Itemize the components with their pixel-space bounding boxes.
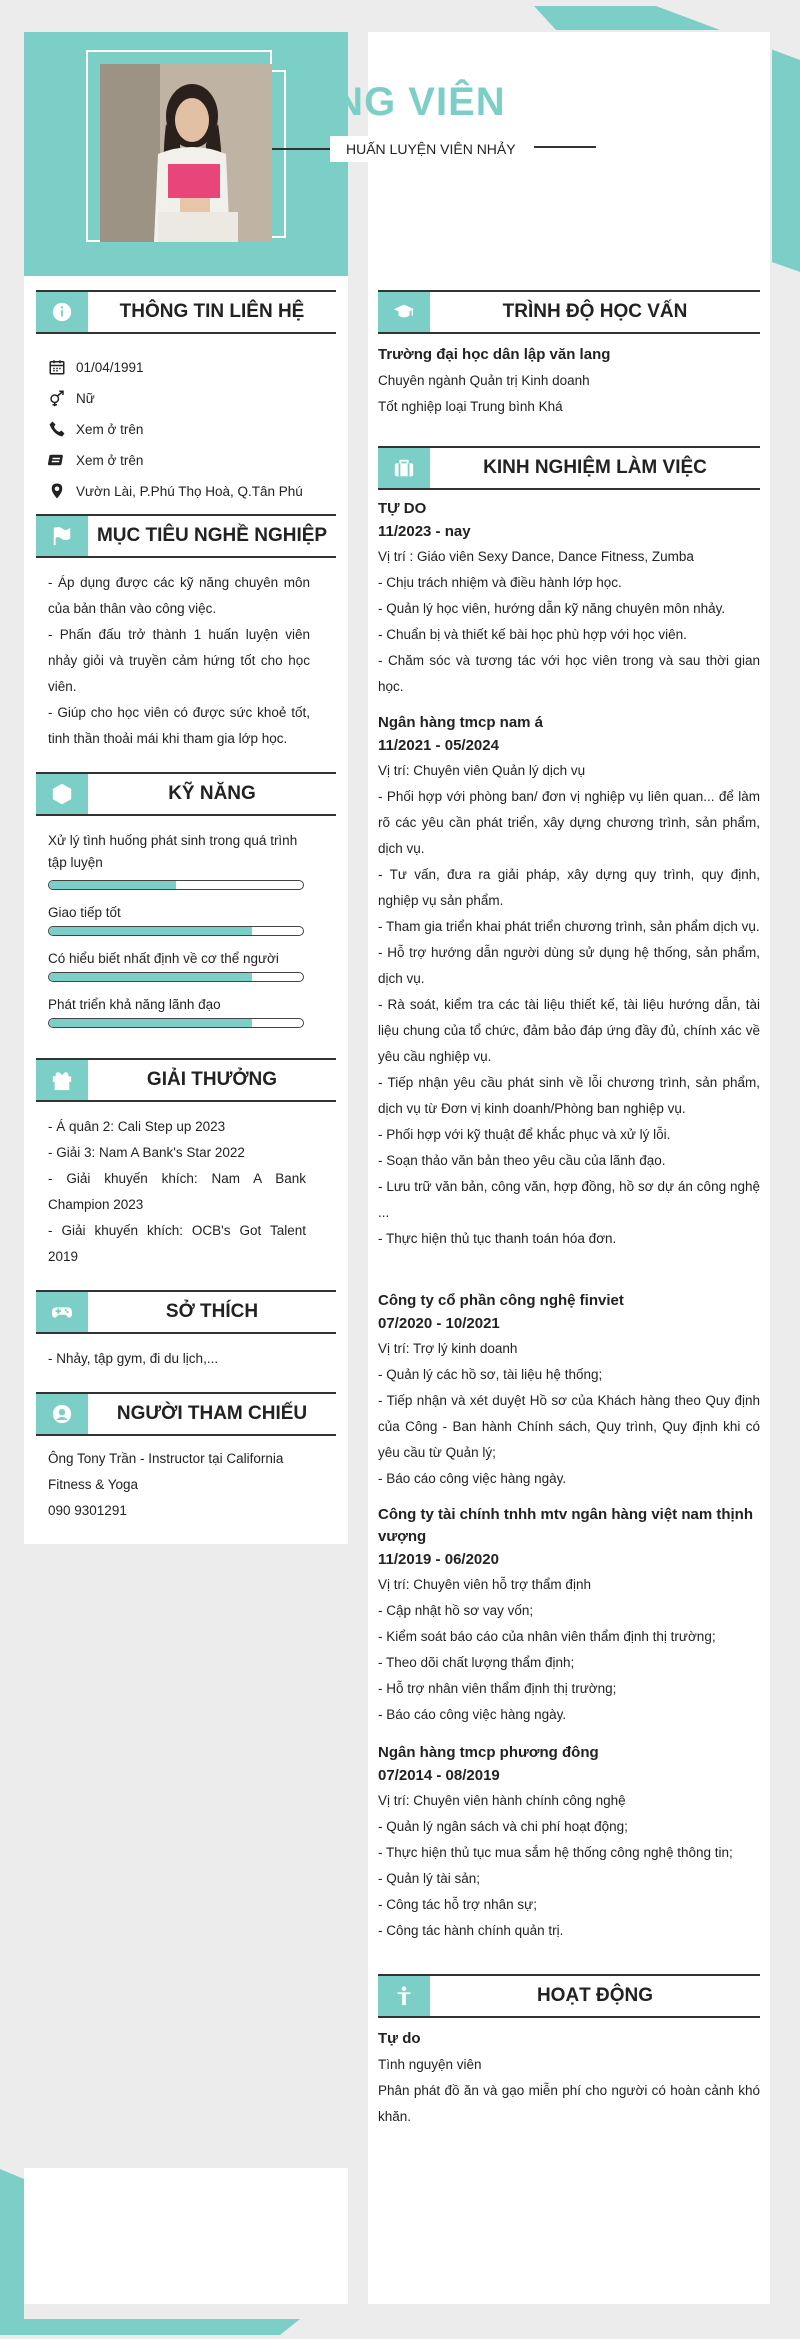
job-line: - Báo cáo công việc hàng ngày. xyxy=(378,1707,567,1722)
job-line: - Báo cáo công việc hàng ngày. xyxy=(378,1471,567,1486)
gamepad-icon xyxy=(36,1292,88,1332)
gender-text: Nữ xyxy=(76,390,95,406)
objective-line: - Áp dụng được các kỹ năng chuyên môn của bản thân vào công việc. xyxy=(48,575,310,616)
job-line: - Thực hiện thủ tục thanh toán hóa đơn. xyxy=(378,1231,617,1246)
company-name: Công ty tài chính tnhh mtv ngân hàng việt nam thịnh vượng xyxy=(378,1506,753,1545)
job-line: - Phối hợp với phòng ban/ đơn vị nghiệp vụ liên quan... để làm rõ các yêu cần phát triển, xây dựng chương trình, sản phẩm, dịch vụ. xyxy=(378,789,760,856)
job-line: - Hỗ trợ nhân viên thẩm định thị trường; xyxy=(378,1681,617,1696)
job-line: Vị trí : Giáo viên Sexy Dance, Dance Fitness, Zumba xyxy=(378,549,694,564)
education-section-header xyxy=(378,290,760,334)
job-line: - Theo dõi chất lượng thẩm định; xyxy=(378,1655,575,1670)
references-title: NGƯỜI THAM CHIẾU xyxy=(116,1403,308,1424)
job-title: HUẤN LUYỆN VIÊN NHẢY xyxy=(330,136,532,162)
job-line: Vị trí: Chuyên viên hành chính công nghệ xyxy=(378,1793,626,1808)
skill-label: Có hiểu biết nhất định về cơ thể người xyxy=(48,951,279,966)
divider-line-left xyxy=(272,148,334,150)
skill-bar-fill xyxy=(49,973,252,981)
experience-item xyxy=(378,1742,760,1944)
gender-icon xyxy=(48,389,76,407)
experience-item xyxy=(378,1504,760,1728)
experience-title: KINH NGHIỆM LÀM VIỆC xyxy=(483,457,707,478)
gift-icon xyxy=(36,1060,88,1100)
company-name: Ngân hàng tmcp nam á xyxy=(378,714,544,731)
contact-title: THÔNG TIN LIÊN HỆ xyxy=(119,301,305,322)
profile-photo xyxy=(100,64,272,242)
company-name: Ngân hàng tmcp phương đông xyxy=(378,1744,599,1761)
job-period: 07/2014 - 08/2019 xyxy=(378,1767,500,1784)
phone-text: Xem ở trên xyxy=(76,421,144,437)
activity-role: Tình nguyện viên xyxy=(378,2057,482,2072)
job-line: - Chuẩn bị và thiết kế bài học phù hợp với học viên. xyxy=(378,627,687,642)
birthday-text: 01/04/1991 xyxy=(76,359,144,375)
address-text: Vườn Lài, P.Phú Thọ Hoà, Q.Tân Phú xyxy=(76,483,303,499)
activities-title: HOẠT ĐỘNG xyxy=(536,1985,654,2006)
job-period: 11/2023 - nay xyxy=(378,523,471,540)
job-line: Vị trí: Chuyên viên Quản lý dịch vụ xyxy=(378,763,586,778)
award-line: - Giải khuyến khích: OCB's Got Talent 2019 xyxy=(48,1223,306,1264)
hobbies-text: - Nhảy, tập gym, đi du lịch,... xyxy=(48,1351,219,1366)
job-line: - Cập nhật hồ sơ vay vốn; xyxy=(378,1603,534,1618)
company-name: Công ty cổ phần công nghệ finviet xyxy=(378,1292,624,1309)
skill-bar xyxy=(48,926,304,936)
cube-icon xyxy=(36,774,88,814)
contact-email xyxy=(48,449,143,471)
education-school: Trường đại học dân lập văn lang xyxy=(378,346,611,363)
skill-bar xyxy=(48,972,304,982)
graduation-cap-icon xyxy=(378,292,430,332)
job-line: - Rà soát, kiểm tra các tài liệu thiết kế, tài liệu hướng dẫn, tài liệu chung của tổ chức, đảm bảo đáp ứng đầy đủ, chính xác về yêu cầu nghiệp vụ. xyxy=(378,997,760,1064)
phone-icon xyxy=(48,420,76,438)
activities-section-header xyxy=(378,1974,760,2018)
job-line: - Công tác hỗ trợ nhân sự; xyxy=(378,1897,537,1912)
job-line: - Tiếp nhận và xét duyệt Hồ sơ của Khách hàng theo Quy định của Công - Ban hành Chính sách, Quy trình, Quy định khi có yêu cầu từ Quản lý; xyxy=(378,1393,760,1460)
company-name: TỰ DO xyxy=(378,500,427,517)
job-line: - Chăm sóc và tương tác với học viên trong và sau thời gian học. xyxy=(378,653,760,694)
job-line: - Thực hiện thủ tục mua sắm hệ thống công nghệ thông tin; xyxy=(378,1845,733,1860)
location-icon xyxy=(48,482,76,500)
email-text: Xem ở trên xyxy=(76,452,144,468)
job-period: 11/2021 - 05/2024 xyxy=(378,737,499,754)
hobbies-title: SỞ THÍCH xyxy=(165,1301,259,1322)
skill-label: Phát triển khả năng lãnh đạo xyxy=(48,997,221,1012)
person-icon xyxy=(378,1976,430,2016)
job-period: 07/2020 - 10/2021 xyxy=(378,1315,500,1332)
experience-item xyxy=(378,712,760,1252)
contact-birthday xyxy=(48,356,144,378)
education-result: Tốt nghiệp loại Trung bình Khá xyxy=(378,399,563,414)
references-section-header xyxy=(36,1392,336,1436)
skill-bar xyxy=(48,1018,304,1028)
activity-desc: Phân phát đồ ăn và gạo miễn phí cho người có hoàn cảnh khó khăn. xyxy=(378,2083,760,2124)
awards-text xyxy=(48,1114,306,1270)
reference-line: Ông Tony Trần - Instructor tại California Fitness & Yoga xyxy=(48,1451,284,1492)
job-line: - Soạn thảo văn bản theo yêu cầu của lãnh đạo. xyxy=(378,1153,666,1168)
award-line: - Giải 3: Nam A Bank's Star 2022 xyxy=(48,1145,245,1160)
info-icon xyxy=(36,292,88,332)
references-text xyxy=(48,1446,310,1524)
contact-phone xyxy=(48,418,143,440)
flag-icon xyxy=(36,516,88,556)
awards-title: GIẢI THƯỞNG xyxy=(146,1069,278,1090)
skill-bar-fill xyxy=(49,881,176,889)
skill-bar-fill xyxy=(49,927,252,935)
candidate-name: ỨNG VIÊN xyxy=(300,80,506,124)
contact-address xyxy=(48,480,303,502)
education-title: TRÌNH ĐỘ HỌC VẤN xyxy=(502,301,688,322)
education-major: Chuyên ngành Quản trị Kinh doanh xyxy=(378,373,590,388)
award-line: - Giải khuyến khích: Nam A Bank Champion 2023 xyxy=(48,1171,306,1212)
reference-line: 090 9301291 xyxy=(48,1503,127,1518)
email-icon xyxy=(48,451,76,469)
job-line: - Phối hợp với kỹ thuật để khắc phục và xử lý lỗi. xyxy=(378,1127,671,1142)
skill-label: Giao tiếp tốt xyxy=(48,905,121,920)
objective-title: MỤC TIÊU NGHỀ NGHIỆP xyxy=(96,525,328,546)
objective-text xyxy=(48,570,310,752)
skill-bar-fill xyxy=(49,1019,252,1027)
objective-line: - Giúp cho học viên có được sức khoẻ tốt, tinh thần thoải mái khi tham gia lớp học. xyxy=(48,705,310,746)
contact-gender xyxy=(48,387,95,409)
job-line: - Tư vấn, đưa ra giải pháp, xây dựng quy trình, quy định, nghiệp vụ sản phẩm. xyxy=(378,867,760,908)
contact-section-header xyxy=(36,290,336,334)
experience-item xyxy=(378,1290,760,1492)
job-line: Vị trí: Trợ lý kinh doanh xyxy=(378,1341,518,1356)
job-line: - Quản lý ngân sách và chi phí hoạt động; xyxy=(378,1819,628,1834)
job-line: - Công tác hành chính quản trị. xyxy=(378,1923,564,1938)
activity-org: Tự do xyxy=(378,2030,421,2047)
job-period: 11/2019 - 06/2020 xyxy=(378,1551,499,1568)
hobbies-section-header xyxy=(36,1290,336,1334)
job-line: - Quản lý tài sản; xyxy=(378,1871,481,1886)
experience-item xyxy=(378,498,760,700)
objective-section-header xyxy=(36,514,336,558)
left-column-bottom xyxy=(24,2168,348,2304)
job-line: - Kiểm soát báo cáo của nhân viên thẩm định thị trường; xyxy=(378,1629,716,1644)
skills-title: KỸ NĂNG xyxy=(168,783,256,804)
awards-section-header xyxy=(36,1058,336,1102)
job-line: - Lưu trữ văn bản, công văn, hợp đồng, hồ sơ dự án công nghệ ... xyxy=(378,1179,760,1220)
user-icon xyxy=(36,1394,88,1434)
briefcase-icon xyxy=(378,448,430,488)
job-line: Vị trí: Chuyên viên hỗ trợ thẩm định xyxy=(378,1577,591,1592)
job-line: - Tham gia triển khai phát triển chương trình, sản phẩm dịch vụ. xyxy=(378,919,760,934)
divider-line-right xyxy=(534,146,596,148)
award-line: - Á quân 2: Cali Step up 2023 xyxy=(48,1119,226,1134)
objective-line: - Phấn đấu trở thành 1 huấn luyện viên nhảy giỏi và truyền cảm hứng tốt cho học viên. xyxy=(48,627,310,694)
job-line: - Quản lý học viên, hướng dẫn kỹ năng chuyên môn nhảy. xyxy=(378,601,726,616)
job-line: - Quản lý các hồ sơ, tài liệu hệ thống; xyxy=(378,1367,603,1382)
skill-bar xyxy=(48,880,304,890)
experience-section-header xyxy=(378,446,760,490)
skill-label: Xử lý tình huống phát sinh trong quá trình tập luyện xyxy=(48,833,298,870)
skills-section-header xyxy=(36,772,336,816)
job-line: - Tiếp nhận yêu cầu phát sinh về lỗi chương trình, sản phẩm, dịch vụ từ Đơn vị kinh doanh/Phòng ban nghiệp vụ. xyxy=(378,1075,760,1116)
job-line: - Hỗ trợ hướng dẫn người dùng sử dụng hệ thống, sản phẩm, dịch vụ. xyxy=(378,945,760,986)
job-line: - Chịu trách nhiệm và điều hành lớp học. xyxy=(378,575,622,590)
calendar-icon xyxy=(48,358,76,376)
